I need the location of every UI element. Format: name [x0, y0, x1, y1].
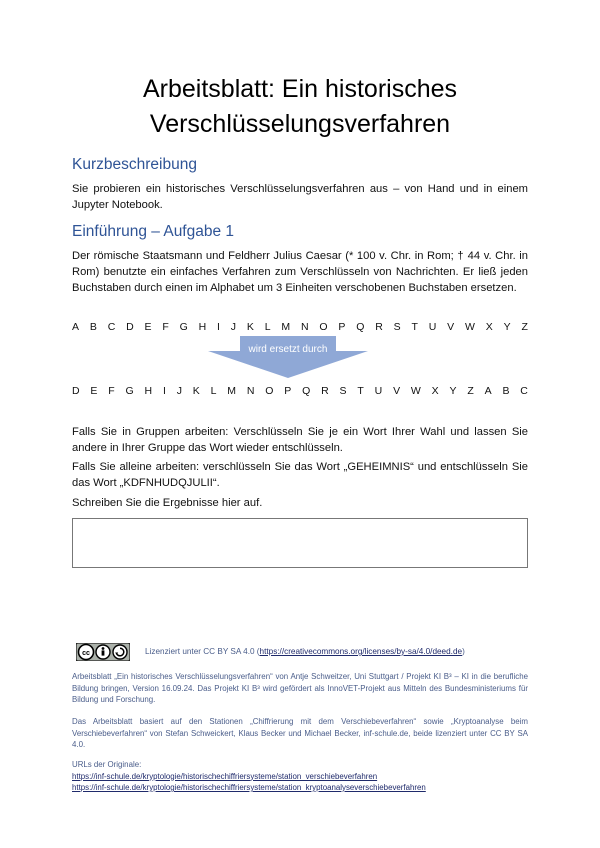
cipher-letter: A	[484, 385, 492, 397]
cipher-letter: H	[144, 385, 153, 397]
plain-letter: X	[485, 321, 493, 333]
cipher-letter: X	[431, 385, 439, 397]
plain-letter: T	[411, 321, 418, 333]
einfuehrung-text: Der römische Staatsmann und Feldherr Julius Caesar (* 100 v. Chr. in Rom; † 44 v. Chr. in Rom) benutzte ein einfaches Verfahren zum Verschlüsseln von Nachrichten. Er ließ jeden Buchstaben durch einen im Alphabet um 3 Einheiten verschobenen Buchstaben ersetzen.	[72, 250, 528, 294]
plain-letter: J	[230, 321, 237, 333]
kurzbeschreibung-text: Sie probieren ein historisches Verschlüsselungsverfahren aus – von Hand und in einem Jupyter Notebook.	[72, 183, 528, 211]
instruction-alone: Falls Sie alleine arbeiten: verschlüsseln Sie das Wort „GEHEIMNIS“ und entschlüsseln Sie das Wort „KDFNHUDQJULII“.	[72, 461, 528, 489]
footer-url-1[interactable]: https://inf-schule.de/kryptologie/historischechiffriersysteme/station_verschiebeverfahren	[72, 771, 378, 781]
cipher-letter: L	[210, 385, 217, 397]
cipher-letter: K	[192, 385, 200, 397]
plain-letter: O	[319, 321, 328, 333]
heading-einfuehrung: Einführung – Aufgabe 1	[72, 223, 235, 240]
plain-letter: M	[281, 321, 291, 333]
cipher-letter: T	[357, 385, 364, 397]
license-suffix: )	[462, 647, 465, 656]
cipher-letter: W	[410, 385, 421, 397]
license-link[interactable]: https://creativecommons.org/licenses/by-sa/4.0/deed.de	[259, 647, 463, 656]
footer-url-2[interactable]: https://inf-schule.de/kryptologie/historischechiffriersysteme/station_kryptoanalyseverschiebeverfahren	[72, 783, 426, 792]
svg-text:cc: cc	[82, 649, 90, 657]
cipher-letter: Y	[449, 385, 457, 397]
arrow-label: wird ersetzt durch	[248, 344, 328, 355]
cipher-letter: I	[162, 385, 166, 397]
plain-letter: L	[264, 321, 271, 333]
plain-letter: D	[126, 321, 134, 333]
cipher-letter: O	[265, 385, 274, 397]
plain-letter: Q	[356, 321, 365, 333]
cipher-letter: B	[502, 385, 510, 397]
license-line	[145, 647, 465, 656]
plain-letter: P	[338, 321, 346, 333]
cipher-alphabet-row	[72, 385, 528, 397]
plain-alphabet-row	[72, 321, 528, 333]
cipher-letter: Z	[467, 385, 474, 397]
cipher-letter: V	[393, 385, 401, 397]
footer-credit: Arbeitsblatt „Ein historisches Verschlüsselungsverfahren“ von Antje Schweitzer, Uni Stuttgart / Projekt KI B³ – KI in die berufliche Bildung bringen, Version 16.09.24. Das Projekt KI B³ wird gefördert als InnoVET-Projekt aus Mitteln des Bundesministeriums für Bildung und Forschung.	[72, 672, 528, 704]
cipher-letter: D	[72, 385, 80, 397]
cipher-letter: C	[520, 385, 528, 397]
plain-letter: F	[162, 321, 169, 333]
title-line-2: Verschlüsselungsverfahren	[149, 110, 451, 138]
cipher-letter: N	[246, 385, 255, 397]
plain-letter: C	[107, 321, 116, 333]
down-arrow-icon	[208, 336, 368, 378]
cipher-letter: M	[227, 385, 237, 397]
plain-letter: A	[72, 321, 80, 333]
plain-letter: V	[447, 321, 455, 333]
plain-letter: G	[179, 321, 188, 333]
instruction-write: Schreiben Sie die Ergebnisse hier auf.	[72, 497, 263, 509]
license-prefix: Lizenziert unter CC BY SA 4.0 (	[145, 647, 260, 656]
plain-letter: I	[217, 321, 220, 333]
plain-letter: E	[144, 321, 152, 333]
plain-letter: K	[246, 321, 254, 333]
replacement-arrow	[208, 336, 368, 378]
cipher-letter: S	[339, 385, 347, 397]
answer-box[interactable]	[72, 518, 528, 568]
plain-letter: W	[465, 321, 475, 333]
plain-letter: B	[89, 321, 97, 333]
cipher-letter: P	[284, 385, 292, 397]
plain-letter: N	[300, 321, 309, 333]
title-line-1: Arbeitsblatt: Ein historisches	[142, 75, 458, 103]
cc-by-sa-logo	[76, 643, 130, 661]
cipher-letter: F	[108, 385, 115, 397]
cipher-letter: Q	[302, 385, 311, 397]
footer-basis: Das Arbeitsblatt basiert auf den Stationen „Chiffrierung mit dem Verschiebeverfahren“ sowie „Kryptoanalyse beim Verschiebeverfahren“ von Stefan Schweickert, Klaus Becker und Michael Becker, inf-schule.de, beide lizenziert unter CC BY SA 4.0.	[72, 717, 528, 749]
page-title	[72, 72, 528, 142]
cipher-letter: E	[90, 385, 98, 397]
cipher-letter: J	[176, 385, 182, 397]
cipher-letter: R	[321, 385, 329, 397]
footer-urls-label: URLs der Originale:	[72, 760, 142, 769]
plain-letter: U	[428, 321, 437, 333]
plain-letter: Z	[521, 321, 528, 333]
cipher-letter: G	[125, 385, 134, 397]
footer-urls	[72, 759, 528, 794]
plain-letter: H	[198, 321, 207, 333]
plain-letter: Y	[503, 321, 511, 333]
instruction-groups: Falls Sie in Gruppen arbeiten: Verschlüsseln Sie je ein Wort Ihrer Wahl und lassen Sie andere in Ihrer Gruppe das Wort wieder entschlüsseln.	[72, 426, 528, 454]
heading-kurzbeschreibung: Kurzbeschreibung	[72, 156, 197, 173]
plain-letter: S	[393, 321, 401, 333]
cipher-letter: U	[374, 385, 383, 397]
plain-letter: R	[375, 321, 383, 333]
